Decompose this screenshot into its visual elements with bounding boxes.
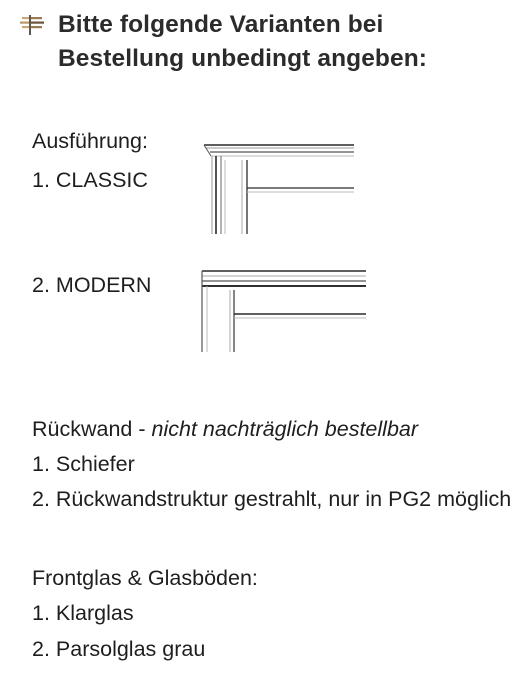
option-classic-label: 1. CLASSIC	[32, 168, 148, 192]
rueckwand-title: Rückwand	[32, 417, 133, 441]
rueckwand-separator: -	[132, 417, 152, 441]
classic-profile-drawing	[202, 142, 356, 236]
rueckwand-title-line	[32, 416, 418, 442]
heading-line-2: Bestellung unbedingt angeben:	[58, 45, 428, 72]
page-heading	[58, 8, 427, 76]
document-list-icon	[20, 14, 44, 36]
rueckwand-option-1: 1. Schiefer	[32, 452, 135, 476]
modern-profile-drawing	[200, 268, 368, 352]
rueckwand-note: nicht nachträglich bestellbar	[151, 417, 419, 441]
heading-line-1: Bitte folgende Varianten bei	[58, 11, 384, 38]
option-modern-label: 2. MODERN	[32, 273, 152, 297]
rueckwand-option-2: 2. Rückwandstruktur gestrahlt, nur in PG2 möglich	[32, 487, 512, 511]
frontglas-option-1: 1. Klarglas	[32, 601, 134, 625]
frontglas-option-2: 2. Parsolglas grau	[32, 637, 206, 661]
ausfuehrung-title: Ausführung:	[32, 129, 148, 153]
frontglas-title: Frontglas & Glasböden:	[32, 566, 258, 590]
